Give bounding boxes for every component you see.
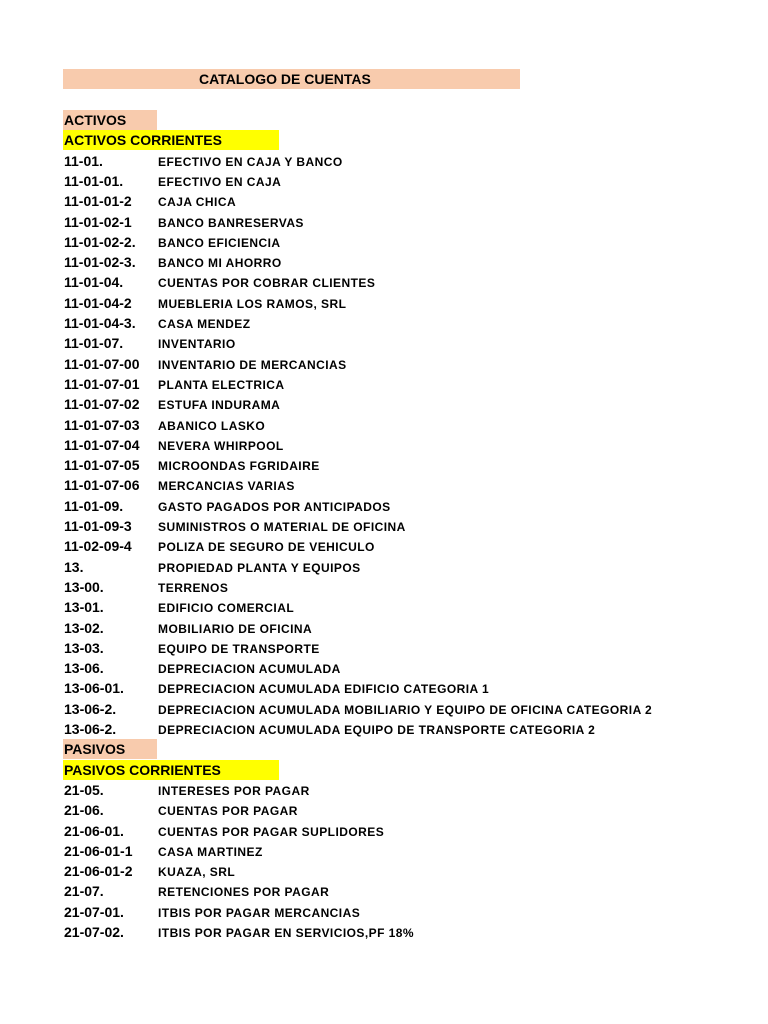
- account-description: CUENTAS POR COBRAR CLIENTES: [158, 276, 376, 290]
- catalog-title: CATALOGO DE CUENTAS: [199, 71, 371, 87]
- account-description: EFECTIVO EN CAJA Y BANCO: [158, 155, 343, 169]
- account-row: [0, 618, 768, 638]
- account-row: [0, 638, 768, 658]
- account-code: 11-01-04-2: [64, 295, 132, 311]
- account-row: [0, 800, 768, 820]
- subsection-header: ACTIVOS CORRIENTES: [63, 130, 279, 150]
- account-row: [0, 658, 768, 678]
- account-code: 11-01-01-2: [64, 193, 132, 209]
- account-code: 11-01-09-3: [64, 518, 132, 534]
- account-description: BANCO BANRESERVAS: [158, 216, 304, 230]
- account-description: INTERESES POR PAGAR: [158, 784, 310, 798]
- account-code: 11-01-04-3.: [64, 315, 136, 331]
- account-row: [0, 475, 768, 495]
- account-description: KUAZA, SRL: [158, 865, 236, 879]
- account-code: 11-01-07-02: [64, 396, 140, 412]
- account-code: 13-01.: [64, 599, 104, 615]
- account-code: 13-06.: [64, 660, 104, 676]
- account-row: [0, 354, 768, 374]
- account-description: NEVERA WHIRPOOL: [158, 439, 284, 453]
- section-header: ACTIVOS: [63, 110, 157, 130]
- account-row: [0, 557, 768, 577]
- account-row: [0, 536, 768, 556]
- account-code: 11-01-01.: [64, 173, 124, 189]
- account-description: CASA MARTINEZ: [158, 845, 263, 859]
- account-row: [0, 597, 768, 617]
- account-description: CUENTAS POR PAGAR: [158, 804, 298, 818]
- account-row: [0, 678, 768, 698]
- account-row: [0, 374, 768, 394]
- account-code: 13-06-2.: [64, 701, 117, 717]
- account-row: [0, 719, 768, 739]
- account-description: EQUIPO DE TRANSPORTE: [158, 642, 320, 656]
- account-row: [0, 861, 768, 881]
- account-description: BANCO MI AHORRO: [158, 256, 282, 270]
- account-description: MICROONDAS FGRIDAIRE: [158, 459, 320, 473]
- account-code: 11-01-07.: [64, 335, 124, 351]
- account-row: [0, 333, 768, 353]
- account-description: INVENTARIO DE MERCANCIAS: [158, 358, 347, 372]
- account-row: [0, 902, 768, 922]
- account-code: 13-03.: [64, 640, 104, 656]
- account-code: 11-01-02-1: [64, 214, 132, 230]
- account-code: 11-01-07-03: [64, 417, 140, 433]
- account-description: TERRENOS: [158, 581, 229, 595]
- account-code: 11-01-07-04: [64, 437, 140, 453]
- account-description: BANCO EFICIENCIA: [158, 236, 281, 250]
- account-code: 11-01-02-3.: [64, 254, 136, 270]
- account-code: 11-01-02-2.: [64, 234, 136, 250]
- account-code: 11-01-09.: [64, 498, 124, 514]
- account-row: [0, 191, 768, 211]
- account-row: [0, 821, 768, 841]
- subsection-header: PASIVOS CORRIENTES: [63, 760, 279, 780]
- account-code: 21-06.: [64, 802, 104, 818]
- account-code: 21-06-01-1: [64, 843, 133, 859]
- account-code: 11-01-07-05: [64, 457, 140, 473]
- account-code: 11-01-07-01: [64, 376, 140, 392]
- account-code: 13-00.: [64, 579, 104, 595]
- account-description: ABANICO LASKO: [158, 419, 266, 433]
- account-row: [0, 780, 768, 800]
- account-code: 21-06-01.: [64, 823, 124, 839]
- account-description: CUENTAS POR PAGAR SUPLIDORES: [158, 825, 385, 839]
- account-code: 21-05.: [64, 782, 104, 798]
- account-code: 21-06-01-2: [64, 863, 133, 879]
- account-description: DEPRECIACION ACUMULADA EQUIPO DE TRANSPORTE CATEGORIA 2: [158, 723, 596, 737]
- account-code: 21-07.: [64, 883, 104, 899]
- account-row: [0, 922, 768, 942]
- account-code: 11-02-09-4: [64, 538, 132, 554]
- account-row: [0, 212, 768, 232]
- account-description: INVENTARIO: [158, 337, 236, 351]
- account-row: [0, 313, 768, 333]
- account-code: 11-01.: [64, 153, 103, 169]
- account-code: 13-02.: [64, 620, 104, 636]
- account-code: 11-01-07-00: [64, 356, 140, 372]
- account-row: [0, 232, 768, 252]
- account-description: PLANTA ELECTRICA: [158, 378, 285, 392]
- account-row: [0, 394, 768, 414]
- account-row: [0, 171, 768, 191]
- account-row: [0, 577, 768, 597]
- account-description: POLIZA DE SEGURO DE VEHICULO: [158, 540, 375, 554]
- account-row: [0, 516, 768, 536]
- account-row: [0, 151, 768, 171]
- account-description: SUMINISTROS O MATERIAL DE OFICINA: [158, 520, 406, 534]
- account-description: DEPRECIACION ACUMULADA EDIFICIO CATEGORIA 1: [158, 682, 490, 696]
- account-description: MOBILIARIO DE OFICINA: [158, 622, 313, 636]
- account-row: [0, 881, 768, 901]
- section-header: PASIVOS: [63, 739, 157, 759]
- account-code: 13-06-01.: [64, 680, 124, 696]
- account-description: EFECTIVO EN CAJA: [158, 175, 282, 189]
- account-description: DEPRECIACION ACUMULADA: [158, 662, 341, 676]
- account-row: [0, 293, 768, 313]
- account-row: [0, 455, 768, 475]
- account-code: 21-07-02.: [64, 924, 124, 940]
- account-description: CAJA CHICA: [158, 195, 237, 209]
- account-row: [0, 272, 768, 292]
- account-row: [0, 496, 768, 516]
- account-description: ITBIS POR PAGAR MERCANCIAS: [158, 906, 361, 920]
- account-code: 11-01-04.: [64, 274, 124, 290]
- account-row: [0, 435, 768, 455]
- account-description: RETENCIONES POR PAGAR: [158, 885, 330, 899]
- account-description: GASTO PAGADOS POR ANTICIPADOS: [158, 500, 391, 514]
- account-code: 13.: [64, 559, 84, 575]
- account-code: 21-07-01.: [64, 904, 124, 920]
- account-description: MUEBLERIA LOS RAMOS, SRL: [158, 297, 347, 311]
- account-description: CASA MENDEZ: [158, 317, 251, 331]
- account-description: EDIFICIO COMERCIAL: [158, 601, 295, 615]
- account-description: MERCANCIAS VARIAS: [158, 479, 295, 493]
- account-row: [0, 699, 768, 719]
- account-row: [0, 415, 768, 435]
- account-description: DEPRECIACION ACUMULADA MOBILIARIO Y EQUIPO DE OFICINA CATEGORIA 2: [158, 703, 653, 717]
- account-code: 13-06-2.: [64, 721, 117, 737]
- account-code: 11-01-07-06: [64, 477, 140, 493]
- account-description: ESTUFA INDURAMA: [158, 398, 281, 412]
- account-description: ITBIS POR PAGAR EN SERVICIOS,PF 18%: [158, 926, 415, 940]
- account-row: [0, 252, 768, 272]
- account-row: [0, 841, 768, 861]
- account-description: PROPIEDAD PLANTA Y EQUIPOS: [158, 561, 361, 575]
